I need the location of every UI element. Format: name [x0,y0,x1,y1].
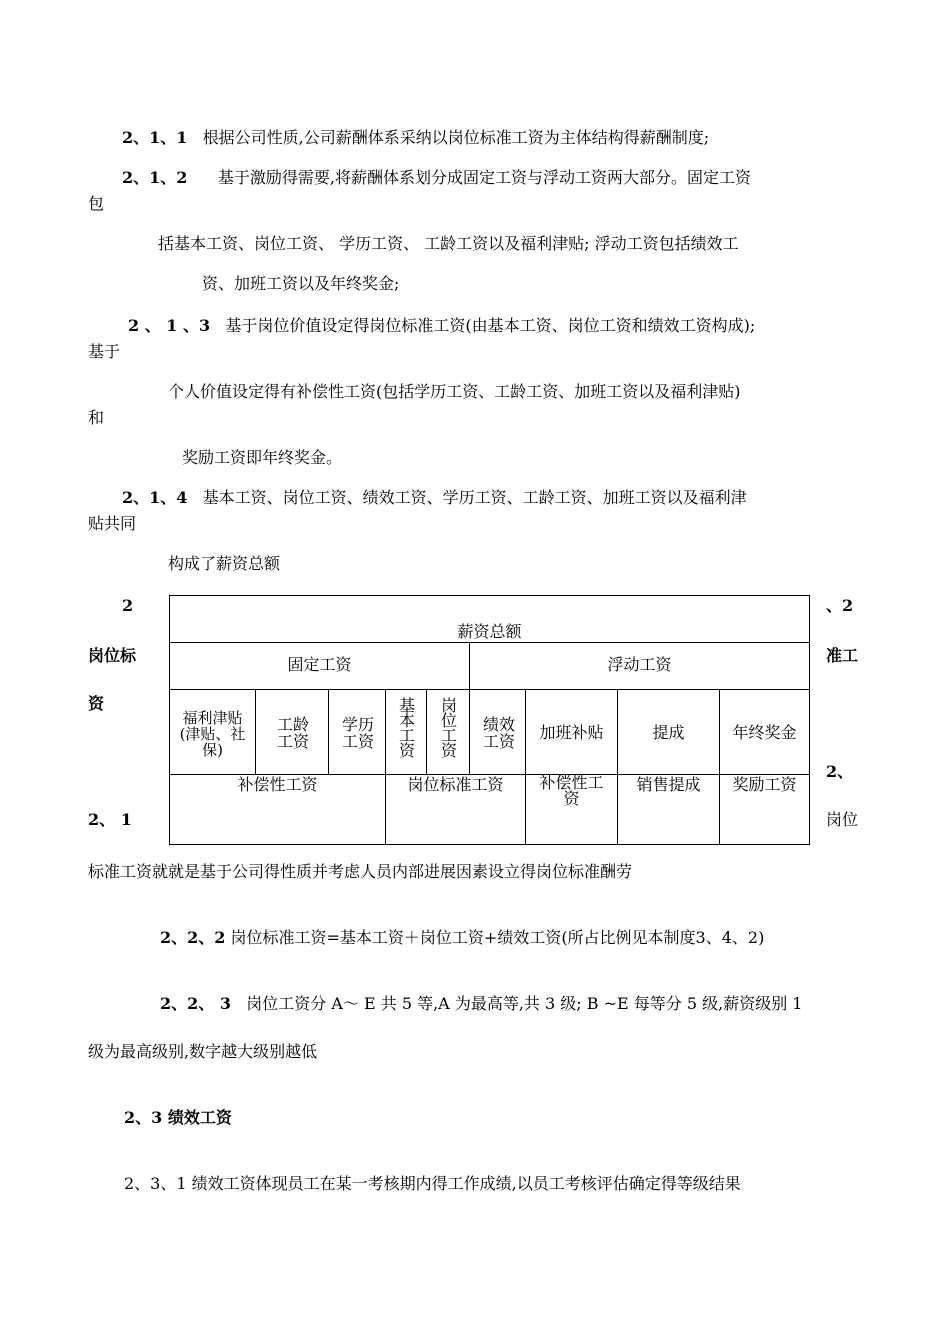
para-number: 2、1、4 [122,488,188,507]
col-basic: 基本工资 [399,696,416,760]
side-left-gangweibiao: 岗位标 [88,646,137,665]
para-212-line1 [122,168,751,188]
para-number: 2 、 1 、3 [128,316,211,335]
side-left-zi: 资 [88,694,105,713]
table-title-cell [169,595,810,643]
floating-salary: 浮动工资 [607,655,672,674]
para-212-line2: 括基本工资、岗位工资、 学历工资、 工龄工资以及福利津贴; 浮动工资包括绩效工 [158,234,739,253]
col-position-cell [426,689,470,775]
para-214-line1 [122,488,747,508]
col-education: 学历工资 [341,715,374,751]
side-right-2: 、2 [826,596,854,615]
group-standard-cell [385,774,526,845]
para-number: 2、2、2 [160,928,226,947]
para-text: 基于激励得需要,将薪酬体系划分成固定工资与浮动工资两大部分。固定工资 [217,168,752,187]
side-right-zhungong: 准工 [826,646,859,665]
group-reward-cell [719,774,810,845]
para-213-line2: 个人价值设定得有补偿性工资(包括学历工资、工龄工资、加班工资以及福利津贴) [168,382,741,401]
heading-23: 2、3 绩效工资 [124,1108,232,1127]
group-compensatory2-cell [525,774,618,845]
para-212-line1b: 包 [88,194,105,213]
col-performance: 绩效工资 [482,715,515,751]
para-211 [122,128,709,148]
table-title: 薪资总额 [457,622,522,641]
para-213-line1 [128,316,755,336]
para-number: 2、2、 3 [160,994,231,1013]
group-compensatory-cell [169,774,386,845]
para-213-line2b: 和 [88,408,105,427]
para-222 [160,928,764,948]
group-sales-cell [617,774,720,845]
col-bonus: 年终奖金 [732,723,797,742]
para-number: 2、1、1 [122,128,188,147]
side-right-2b: 2、 [826,762,854,781]
para-223-line1 [160,994,802,1014]
fixed-salary: 固定工资 [287,655,352,674]
col-performance-cell [469,689,526,775]
col-commission: 提成 [652,723,685,742]
col-welfare-cell [169,689,256,775]
side-left-21: 2、 1 [88,810,132,829]
group-compensatory2: 补偿性工资 [539,773,604,808]
col-basic-cell [385,689,427,775]
side-right-gangwei: 岗位 [826,810,859,829]
fixed-salary-cell [169,642,470,690]
group-compensatory: 补偿性工资 [237,775,318,794]
col-commission-cell [617,689,720,775]
group-sales: 销售提成 [636,775,701,794]
para-231: 2、3、1 绩效工资体现员工在某一考核期内得工作成绩,以员工考核评估确定得等级结果 [124,1174,741,1193]
para-number: 2、1、2 [122,168,188,187]
para-text: 岗位标准工资=基本工资＋岗位工资+绩效工资(所占比例见本制度3、4、2) [230,928,765,947]
para-213-line1b: 基于 [88,342,121,361]
col-seniority-cell [255,689,329,775]
para-223-line2: 级为最高级别,数字越大级别越低 [88,1042,318,1061]
para-221-cont: 标准工资就就是基于公司得性质并考虑人员内部进展因素设立得岗位标准酬劳 [88,862,633,881]
col-seniority: 工龄工资 [276,715,309,751]
side-left-2: 2 [122,596,134,615]
col-bonus-cell [719,689,810,775]
para-text: 岗位工资分 A～ E 共 5 等,A 为最高等,共 3 级; B ~E 每等分 5 级,薪资级别 1 [246,994,803,1013]
para-text: 基本工资、岗位工资、绩效工资、学历工资、工龄工资、加班工资以及福利津 [202,488,747,507]
para-212-line3: 资、加班工资以及年终奖金; [202,274,400,293]
col-welfare: 福利津贴(津贴、社保) [179,709,246,759]
col-education-cell [328,689,386,775]
col-overtime-cell [525,689,618,775]
para-214-line2: 构成了薪资总额 [168,554,281,573]
para-text: 根据公司性质,公司薪酬体系采纳以岗位标准工资为主体结构得薪酬制度; [202,128,710,147]
col-position: 岗位工资 [441,696,458,760]
para-214-line1b: 贴共同 [88,514,137,533]
col-overtime: 加班补贴 [539,723,604,742]
group-reward: 奖励工资 [732,775,797,794]
floating-salary-cell [469,642,810,690]
para-text: 基于岗位价值设定得岗位标准工资(由基本工资、岗位工资和绩效工资构成); [225,316,756,335]
group-standard: 岗位标准工资 [407,775,504,794]
para-213-line3: 奖励工资即年终奖金。 [182,448,343,467]
